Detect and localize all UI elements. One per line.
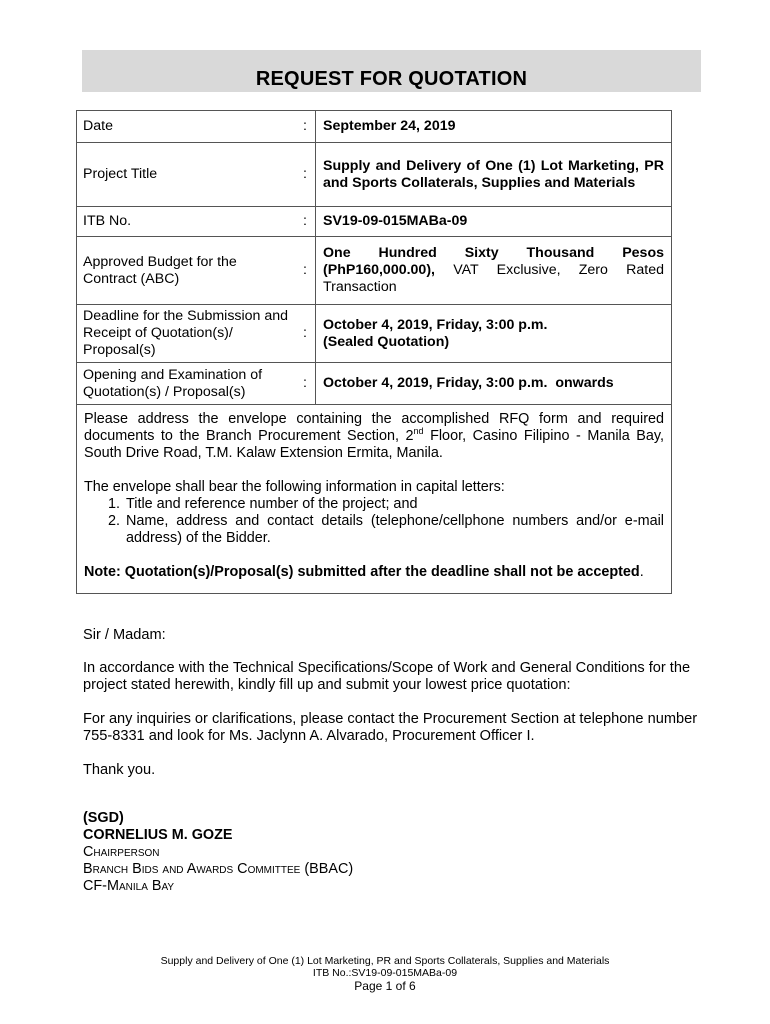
deadline-label: Deadline for the Submission and Receipt of Quotation(s)/ Proposal(s): [77, 305, 296, 363]
footer-itb-number: ITB No.:SV19-09-015MABa-09: [312, 966, 458, 979]
colon-separator: :: [295, 237, 316, 305]
table-row-opening: [77, 363, 672, 405]
opening-value: October 4, 2019, Friday, 3:00 p.m. onwards: [316, 363, 672, 405]
abc-value-amount: One Hundred Sixty Thousand Pesos (PhP160,000.00),: [323, 245, 664, 278]
abc-value-terms: VAT Exclusive, Zero Rated Transaction: [323, 262, 664, 295]
address-instruction: Please address the envelope containing the accomplished RFQ form and required documents to the Branch Procurement Section, 2nd Floor, Casino Filipino - Manila Bay, South Drive Road, T.M. Kalaw Extension Ermita, Manila.: [84, 411, 664, 461]
deadline-note: (Sealed Quotation): [323, 333, 450, 350]
signatory-position: Chairperson: [83, 844, 160, 860]
colon-separator: :: [295, 111, 316, 143]
deadline-value: [316, 305, 672, 363]
rfq-details-table: [76, 110, 672, 594]
deadline-datetime: October 4, 2019, Friday, 3:00 p.m.: [323, 316, 548, 333]
date-value: September 24, 2019: [316, 111, 672, 143]
page-footer: [0, 956, 770, 993]
opening-label: Opening and Examination of Quotation(s) / Proposal(s): [77, 363, 296, 405]
table-row-deadline: [77, 305, 672, 363]
signatory-committee: Branch Bids and Awards Committee (BBAC): [83, 861, 354, 877]
letter-paragraph-2: For any inquiries or clarifications, please contact the Procurement Section at telephone number 755-8331 and look for Ms. Jaclynn A. Alvarado, Procurement Officer I.: [83, 711, 698, 744]
itb-value: SV19-09-015MABa-09: [316, 207, 672, 237]
date-label: Date: [77, 111, 296, 143]
footer-project-title: Supply and Delivery of One (1) Lot Marketing, PR and Sports Collaterals, Supplies and Materials: [160, 955, 610, 967]
signatory-name: CORNELIUS M. GOZE: [83, 827, 233, 843]
project-title-label: Project Title: [77, 143, 296, 207]
colon-separator: :: [295, 363, 316, 405]
table-row-date: [77, 111, 672, 143]
table-row-project-title: [77, 143, 672, 207]
table-row-itb: [77, 207, 672, 237]
envelope-instruction: The envelope shall bear the following information in capital letters:: [84, 479, 505, 495]
list-item: 2. Name, address and contact details (telephone/cellphone numbers and/or e-mail address) of the Bidder.: [124, 513, 664, 547]
colon-separator: :: [295, 207, 316, 237]
abc-value: [316, 237, 672, 305]
project-title-value: Supply and Delivery of One (1) Lot Marketing, PR and Sports Collaterals, Supplies and Materials: [316, 143, 672, 207]
closing: Thank you.: [83, 762, 156, 778]
page-title: REQUEST FOR QUOTATION: [255, 68, 528, 90]
letter-paragraph-1: In accordance with the Technical Specifications/Scope of Work and General Conditions for the project stated herewith, kindly fill up and submit your lowest price quotation:: [83, 660, 691, 693]
abc-label: Approved Budget for the Contract (ABC): [77, 237, 296, 305]
page-number: Page 1 of 6: [354, 979, 416, 993]
sgd-mark: (SGD): [83, 810, 124, 826]
salutation: Sir / Madam:: [83, 627, 166, 643]
instructions-cell: [77, 405, 672, 594]
envelope-list: [84, 496, 664, 547]
signatory-office: CF-Manila Bay: [83, 878, 175, 894]
colon-separator: :: [295, 305, 316, 363]
table-row-abc: [77, 237, 672, 305]
signature-block: [83, 810, 353, 895]
itb-label: ITB No.: [77, 207, 296, 237]
table-row-instructions: [77, 405, 672, 594]
list-item: 1. Title and reference number of the project; and: [124, 496, 664, 513]
deadline-note-text: Note: Quotation(s)/Proposal(s) submitted after the deadline shall not be accepted.: [84, 564, 644, 580]
colon-separator: :: [295, 143, 316, 207]
title-banner: [82, 50, 701, 92]
